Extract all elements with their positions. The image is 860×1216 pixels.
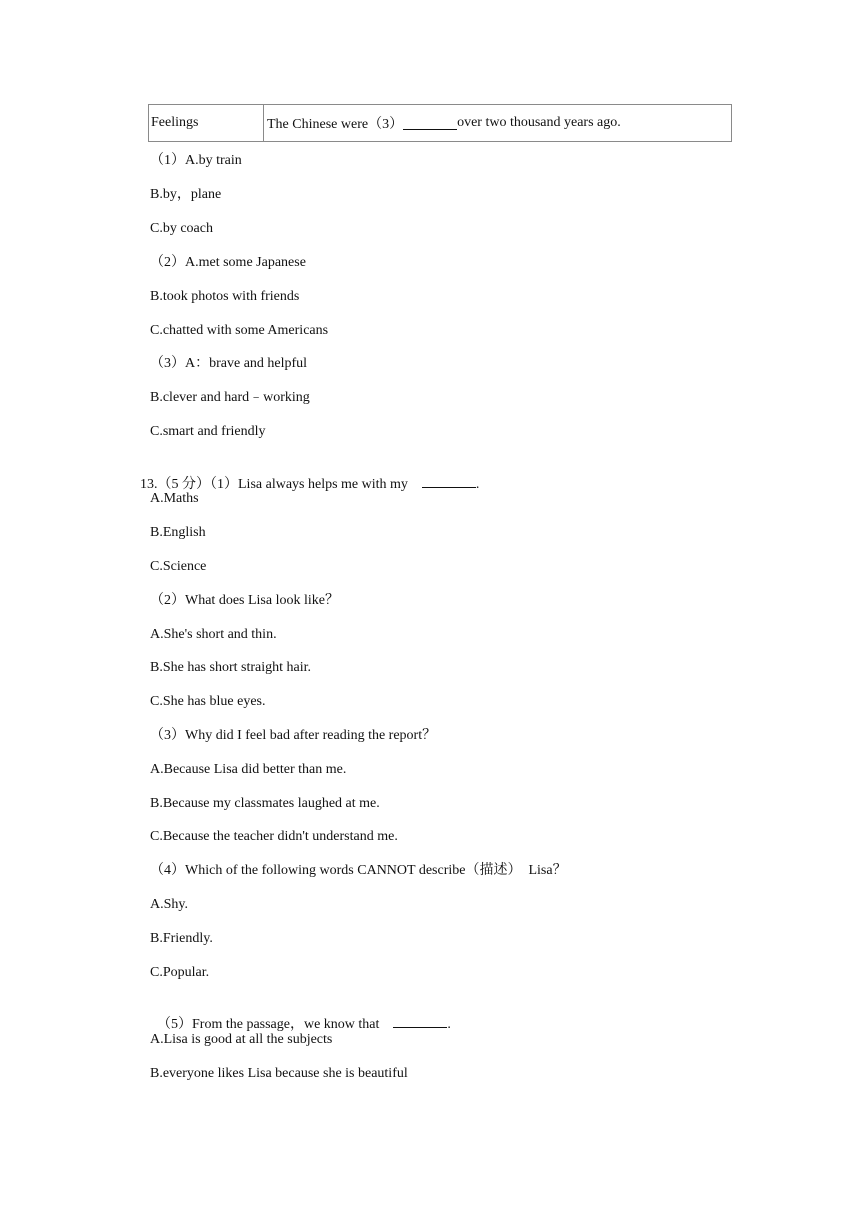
answer-blank	[403, 117, 457, 130]
q12-part1-option-c: C.by coach	[150, 221, 213, 236]
q12-part1-option-b: B.by，plane	[150, 187, 222, 202]
q13-s3-option-c: C.Because the teacher didn't understand me.	[150, 829, 398, 844]
q13-header	[133, 457, 479, 494]
q13-s4-option-c: C.Popular.	[150, 965, 210, 980]
q12-part3-option-b: B.clever and hard﹣working	[150, 390, 310, 405]
q13-s5-end: .	[447, 1017, 451, 1032]
q13-header-end: .	[475, 477, 480, 492]
table-content-cell	[264, 105, 731, 141]
answer-blank	[393, 1015, 447, 1028]
q13-s5-option-a: A.Lisa is good at all the subjects	[150, 1032, 333, 1047]
table-label: Feelings	[151, 115, 199, 130]
table-text-before: The Chinese were（3）	[267, 117, 404, 132]
answer-blank	[422, 475, 476, 488]
q13-header-text: 13.（5 分）（1）Lisa always helps me with my	[140, 477, 408, 492]
q13-s3-option-b: B.Because my classmates laughed at me.	[150, 796, 380, 811]
q12-part3-option-a: （3）A：brave and helpful	[150, 356, 308, 371]
table-label-cell	[149, 105, 264, 141]
q12-part2-option-c: C.chatted with some Americans	[150, 323, 329, 338]
q13-s4-option-a: A.Shy.	[150, 897, 188, 912]
q12-part2-option-a: （2）A.met some Japanese	[150, 255, 306, 270]
q12-part3-option-c: C.smart and friendly	[150, 424, 266, 439]
table-text-after: over two thousand years ago.	[457, 115, 621, 130]
q13-s2-option-c: C.She has blue eyes.	[150, 694, 266, 709]
q13-s2-question: （2）What does Lisa look like？	[150, 593, 339, 608]
q13-s1-option-c: C.Science	[150, 559, 207, 574]
q13-s5-option-b: B.everyone likes Lisa because she is beautiful	[150, 1066, 408, 1081]
q13-s5-text: （5）From the passage，we know that	[157, 1017, 380, 1032]
q12-part2-option-b: B.took photos with friends	[150, 289, 300, 304]
q13-s3-question: （3）Why did I feel bad after reading the report？	[150, 728, 437, 743]
q13-s3-option-a: A.Because Lisa did better than me.	[150, 762, 347, 777]
q13-s1-option-a: A.Maths	[150, 491, 199, 506]
q13-s2-option-b: B.She has short straight hair.	[150, 660, 311, 675]
q13-s1-option-b: B.English	[150, 525, 206, 540]
q13-s4-question: （4）Which of the following words CANNOT describe（描述） Lisa？	[150, 863, 567, 878]
feelings-table	[148, 104, 732, 142]
q13-s5-question	[150, 997, 451, 1034]
q13-s4-option-b: B.Friendly.	[150, 931, 213, 946]
q13-s2-option-a: A.She's short and thin.	[150, 627, 277, 642]
q12-part1-option-a: （1）A.by train	[150, 153, 242, 168]
